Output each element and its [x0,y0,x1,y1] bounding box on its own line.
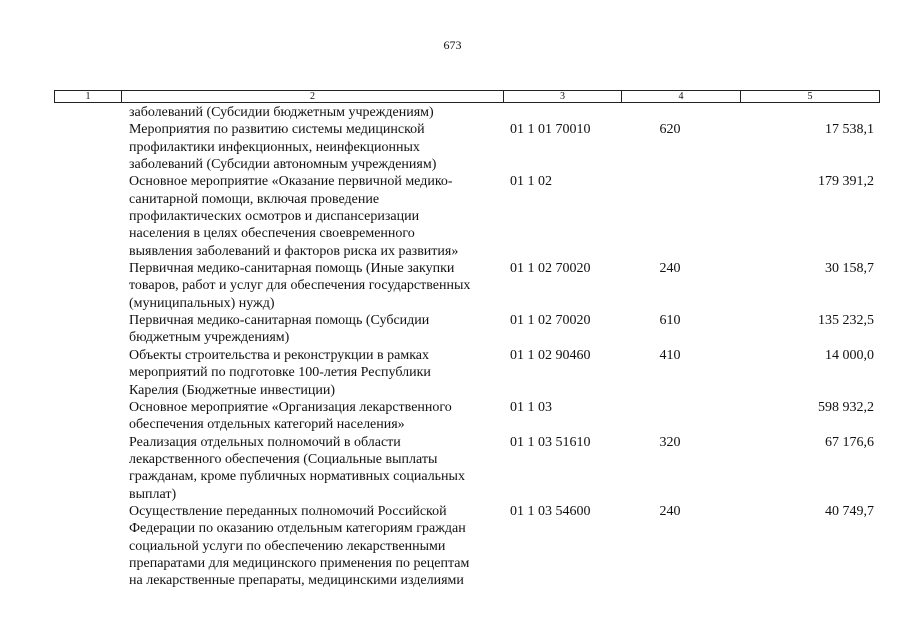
row-amount: 30 158,7 [825,261,874,277]
row-amount: 135 232,5 [818,313,874,329]
row-description: Объекты строительства и реконструкции в рамках мероприятий по подготовке 100-летия Республики Карелия (Бюджетные инвестиции) [129,347,431,398]
row-expense-type: 240 [659,503,681,519]
row-description: Реализация отдельных полномочий в области лекарственного обеспечения (Социальные выплаты гражданам, кроме публичных нормативных социальных выплат) [129,434,465,502]
table-row [0,260,905,312]
row-code: 01 1 02 90460 [510,347,591,363]
row-description: Осуществление переданных полномочий Российской Федерации по оказанию отдельным категориям граждан социальной услуги по обеспечению лекарственными препаратами для медицинского применения по рецептам на лекарственные препараты, медицинскими изделиями [129,503,470,589]
column-header-4: 4 [622,91,741,102]
table-row [0,503,905,590]
column-header-5: 5 [807,91,813,102]
row-description: Мероприятия по развитию системы медицинской профилактики инфекционных, неинфекционных заболеваний (Субсидии автономным учреждениям) [129,122,437,173]
row-expense-type: 410 [659,347,681,363]
column-header-1: 1 [55,91,122,102]
row-code: 01 1 02 70020 [510,261,591,277]
budget-table-body [0,104,905,590]
table-row [0,173,905,260]
row-description: Первичная медико-санитарная помощь (Иные закупки товаров, работ и услуг для обеспечения государственных (муниципальных) нужд) [129,261,471,311]
row-amount: 17 538,1 [825,122,874,138]
column-header-2: 2 [122,91,504,102]
row-code: 01 1 03 [510,399,552,415]
table-row [0,399,905,434]
row-code: 01 1 02 70020 [510,313,591,329]
row-expense-type: 320 [659,434,681,450]
row-amount: 179 391,2 [818,174,874,190]
column-header-row [54,90,880,103]
column-header-3: 3 [504,91,622,102]
row-description: Основное мероприятие «Организация лекарственного обеспечения отдельных категорий населения» [129,399,452,433]
table-row [0,347,905,399]
row-amount: 40 749,7 [825,503,874,519]
table-row [0,104,905,121]
row-code: 01 1 03 54600 [510,503,591,519]
row-code: 01 1 03 51610 [510,434,591,450]
row-expense-type: 610 [659,313,681,329]
row-description: Основное мероприятие «Оказание первичной медико- санитарной помощи, включая проведение профилактических осмотров и диспансеризации населения в целях обеспечения своевременного выявления заболеваний и факторов риска их развития» [129,174,459,259]
row-code: 01 1 02 [510,174,552,190]
table-row [0,312,905,347]
row-description: Первичная медико-санитарная помощь (Субсидии бюджетным учреждениям) [129,313,430,346]
table-row [0,121,905,173]
row-amount: 67 176,6 [825,434,874,450]
row-expense-type: 240 [659,261,681,277]
row-code: 01 1 01 70010 [510,122,591,138]
row-description: заболеваний (Субсидии бюджетным учреждениям) [129,105,434,120]
row-amount: 598 932,2 [818,399,874,415]
page-number: 673 [443,38,462,52]
row-amount: 14 000,0 [825,347,874,363]
table-row [0,434,905,503]
row-expense-type: 620 [659,122,681,138]
